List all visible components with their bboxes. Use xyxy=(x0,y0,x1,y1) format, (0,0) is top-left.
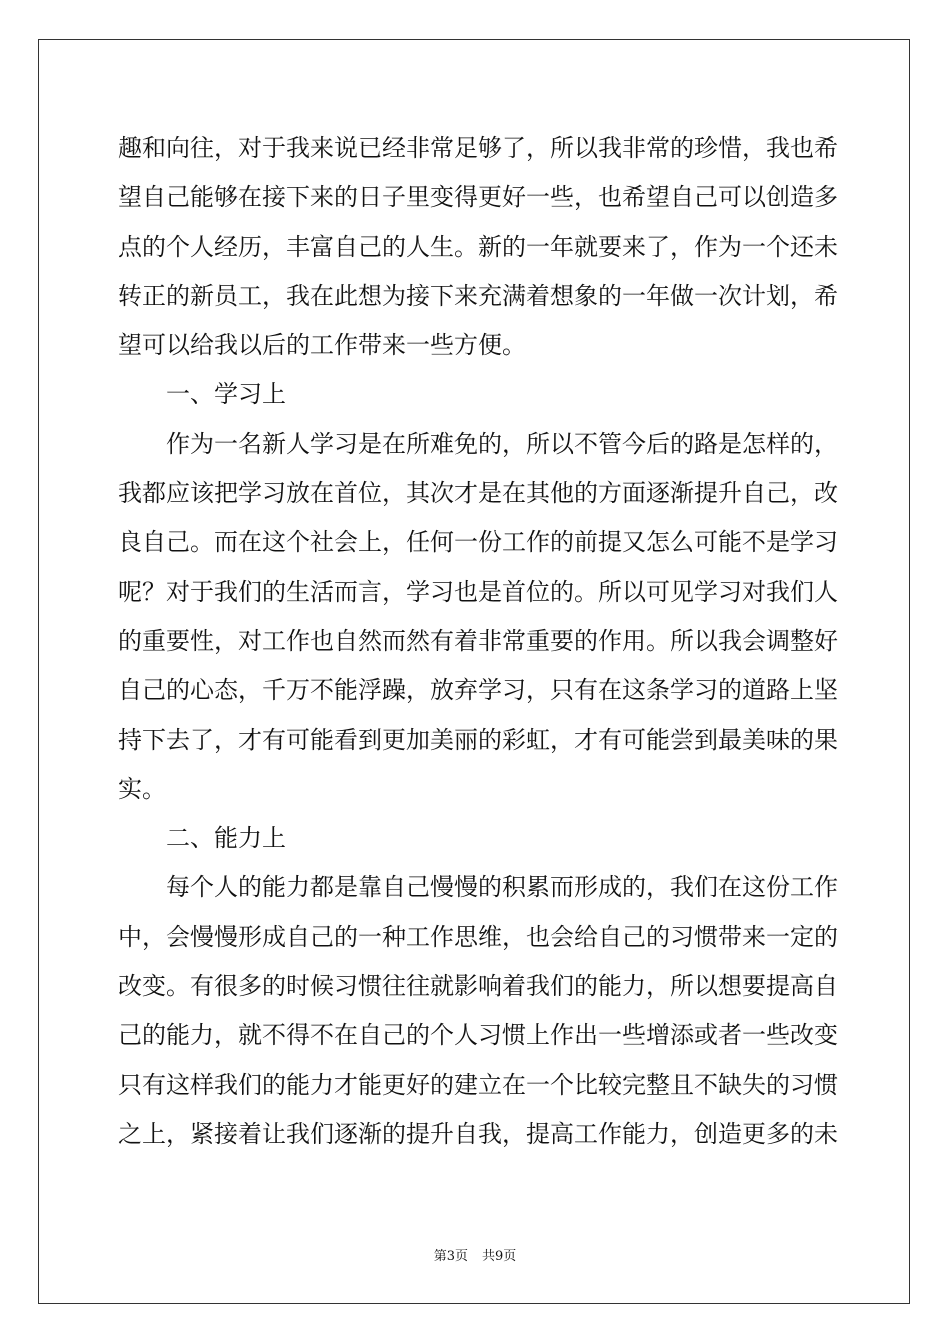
text-line: 作为一名新人学习是在所难免的，所以不管今后的路是怎样的， xyxy=(166,429,838,458)
text-line: 良自己。而在这个社会上，任何一份工作的前提又怎么可能不是学习 xyxy=(118,528,838,557)
text-line: 望可以给我以后的工作带来一些方便。 xyxy=(118,331,526,360)
text-line: 望自己能够在接下来的日子里变得更好一些，也希望自己可以创造多 xyxy=(118,183,838,212)
text-line: 只有这样我们的能力才能更好的建立在一个比较完整且不缺失的习惯 xyxy=(118,1070,838,1099)
text-line: 的重要性，对工作也自然而然有着非常重要的作用。所以我会调整好 xyxy=(118,626,838,655)
text-line: 改变。有很多的时候习惯往往就影响着我们的能力，所以想要提高自 xyxy=(118,972,838,1001)
text-line: 每个人的能力都是靠自己慢慢的积累而形成的，我们在这份工作 xyxy=(166,873,838,902)
text-line: 己的能力，就不得不在自己的个人习惯上作出一些增添或者一些改变 xyxy=(118,1021,838,1050)
text-line: 实。 xyxy=(118,774,166,803)
text-line: 点的个人经历，丰富自己的人生。新的一年就要来了，作为一个还未 xyxy=(118,232,838,261)
page-number: 第3页 xyxy=(433,1249,468,1264)
text-line: 之上，紧接着让我们逐渐的提升自我，提高工作能力，创造更多的未 xyxy=(118,1119,838,1148)
text-line: 呢？对于我们的生活而言，学习也是首位的。所以可见学习对我们人 xyxy=(118,577,838,606)
page-total: 共9页 xyxy=(482,1249,517,1264)
text-line: 中，会慢慢形成自己的一种工作思维，也会给自己的习惯带来一定的 xyxy=(118,922,838,951)
text-line: 转正的新员工，我在此想为接下来充满着想象的一年做一次计划，希 xyxy=(118,281,838,310)
text-line: 持下去了，才有可能看到更加美丽的彩虹，才有可能尝到最美味的果 xyxy=(118,725,838,754)
section-heading-study: 一、学习上 xyxy=(166,380,286,409)
document-body xyxy=(118,124,838,1159)
text-line: 我都应该把学习放在首位，其次才是在其他的方面逐渐提升自己，改 xyxy=(118,479,838,508)
text-line: 趣和向往，对于我来说已经非常足够了，所以我非常的珍惜，我也希 xyxy=(118,134,838,162)
text-line: 自己的心态，千万不能浮躁，放弃学习，只有在这条学习的道路上坚 xyxy=(118,676,838,705)
page-footer xyxy=(0,1245,950,1264)
section-heading-ability: 二、能力上 xyxy=(166,824,286,853)
